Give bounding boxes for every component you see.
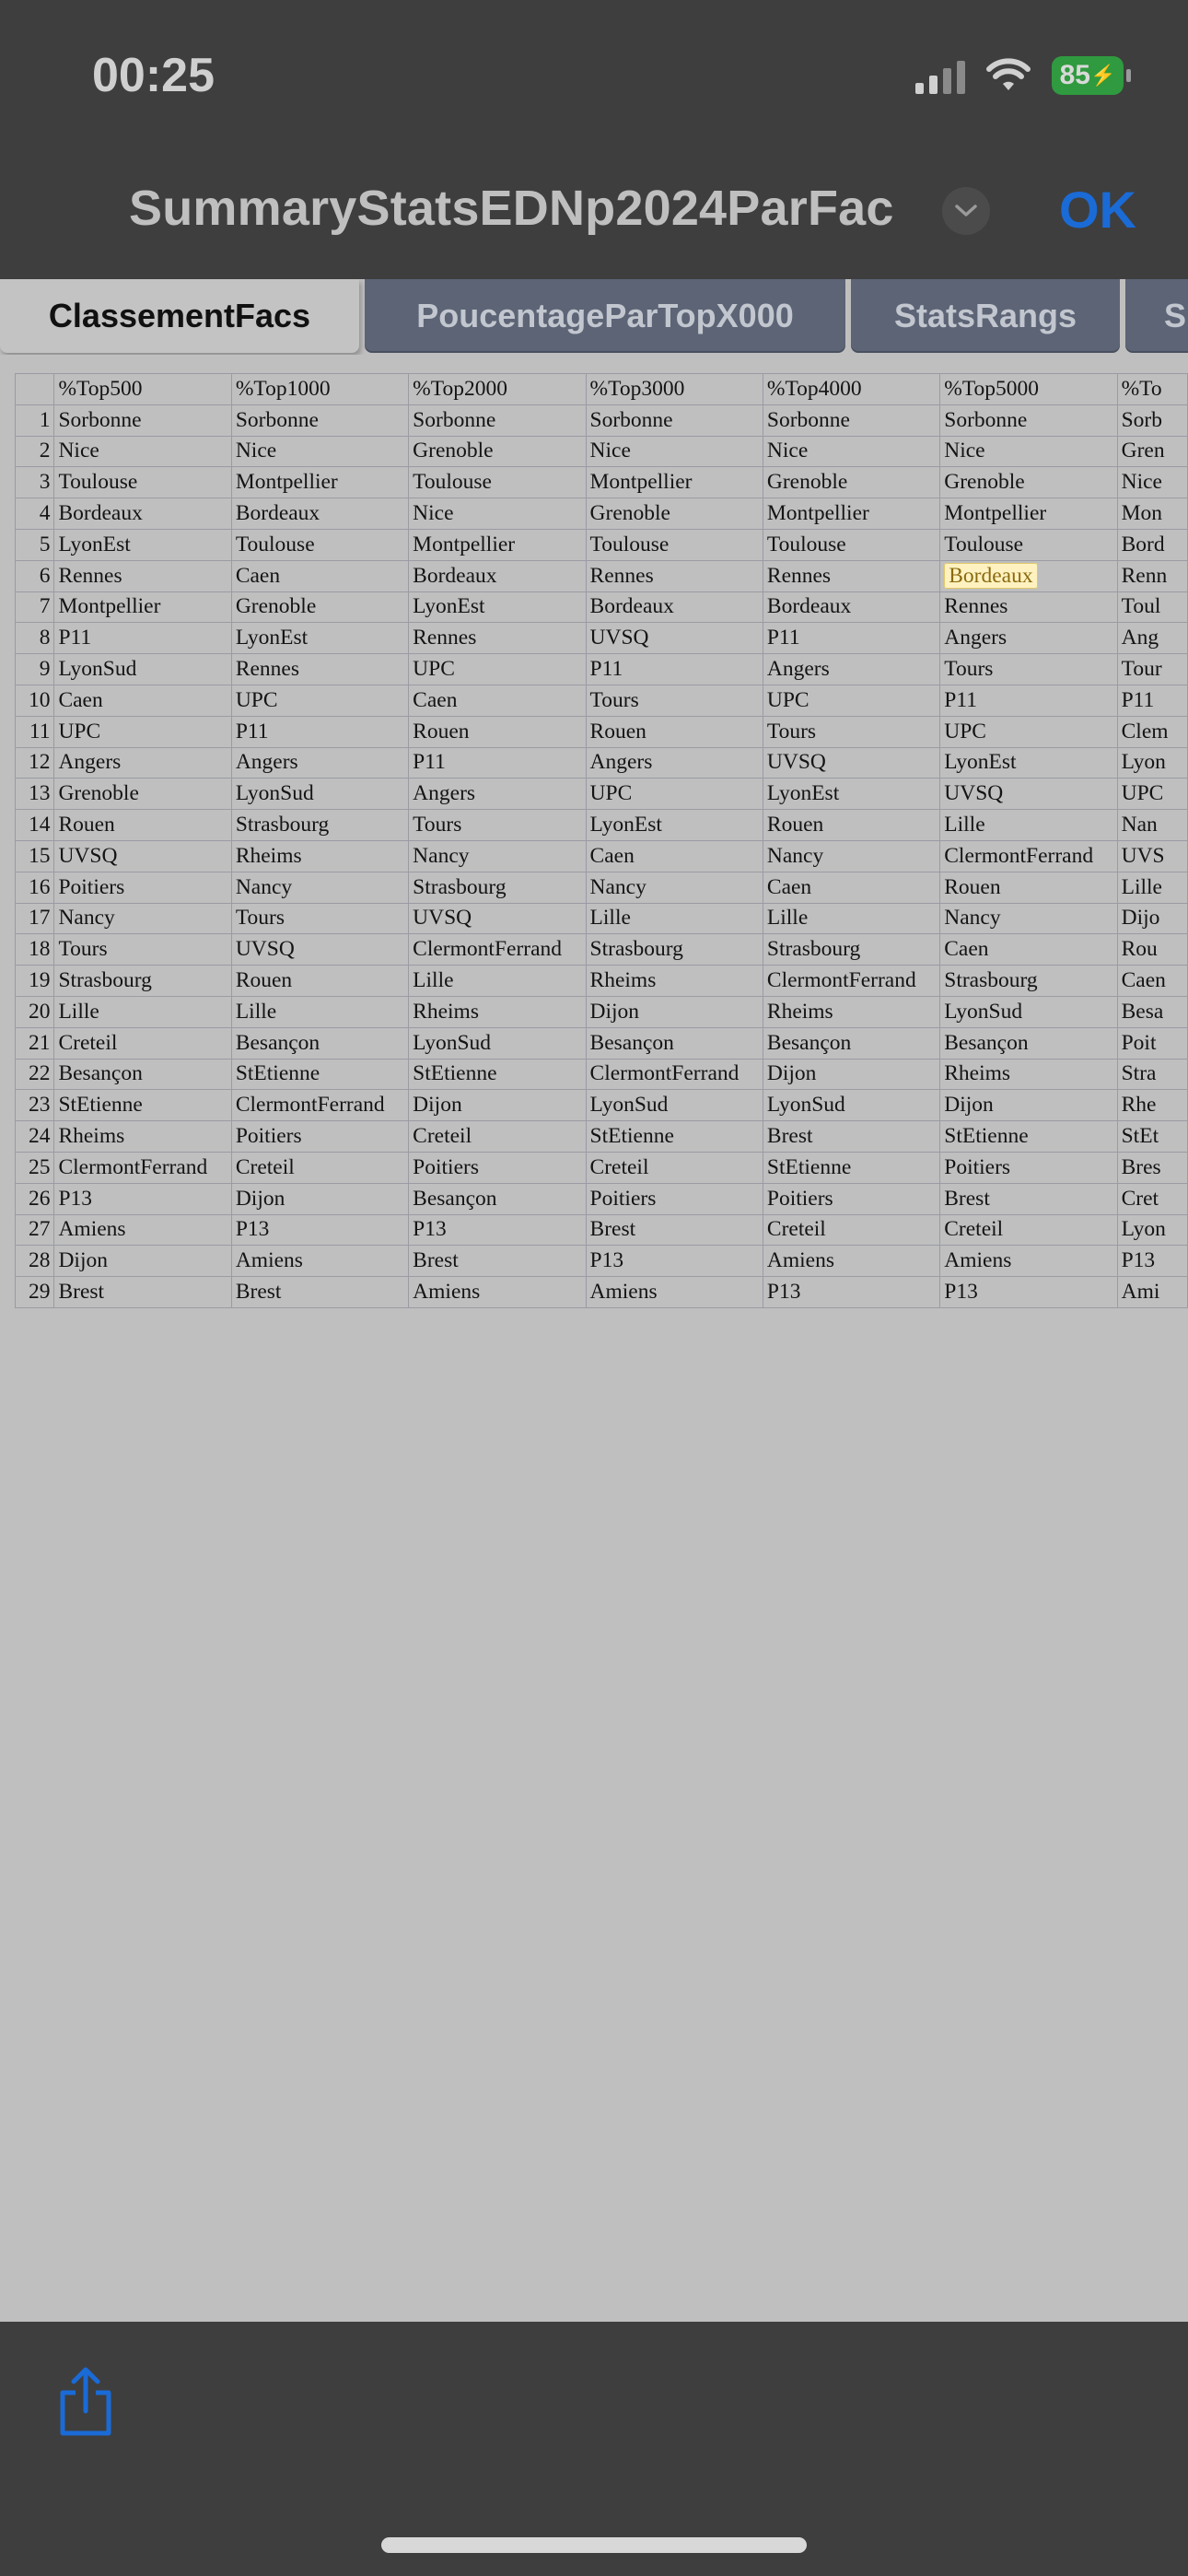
table-cell[interactable]: Rennes bbox=[231, 654, 408, 685]
table-cell[interactable]: Creteil bbox=[231, 1152, 408, 1183]
row-number[interactable]: 5 bbox=[16, 529, 54, 560]
highlighted-cell[interactable] bbox=[940, 560, 1117, 591]
table-cell[interactable]: Creteil bbox=[940, 1214, 1117, 1246]
table-cell[interactable]: Bordeaux bbox=[54, 498, 231, 530]
table-cell[interactable]: P13 bbox=[763, 1277, 939, 1308]
table-row bbox=[16, 404, 1188, 436]
table-cell[interactable]: Poitiers bbox=[409, 1152, 586, 1183]
table-cell[interactable]: Creteil bbox=[54, 1027, 231, 1059]
table-cell[interactable]: P11 bbox=[231, 716, 408, 747]
table-row bbox=[16, 996, 1188, 1027]
table-cell[interactable]: StEtienne bbox=[586, 1121, 763, 1153]
table-cell[interactable]: UPC bbox=[1117, 779, 1187, 810]
table-cell[interactable]: UVS bbox=[1117, 840, 1187, 872]
table-cell[interactable]: Nancy bbox=[940, 903, 1117, 934]
table-cell[interactable]: Montpellier bbox=[763, 498, 939, 530]
table-cell[interactable]: Lyon bbox=[1117, 1214, 1187, 1246]
table-cell[interactable]: Grenoble bbox=[231, 591, 408, 623]
table-cell[interactable]: Poitiers bbox=[586, 1183, 763, 1214]
table-cell[interactable]: Rheims bbox=[763, 996, 939, 1027]
table-cell[interactable]: Tours bbox=[586, 685, 763, 716]
table-cell[interactable]: Strasbourg bbox=[940, 966, 1117, 997]
table-cell[interactable]: Poitiers bbox=[763, 1183, 939, 1214]
row-number[interactable]: 28 bbox=[16, 1246, 54, 1277]
table-cell[interactable]: Rheims bbox=[409, 996, 586, 1027]
table-row bbox=[16, 498, 1188, 530]
table-cell[interactable]: Sorbonne bbox=[54, 404, 231, 436]
table-cell[interactable]: Creteil bbox=[409, 1121, 586, 1153]
home-indicator[interactable] bbox=[381, 2537, 807, 2553]
table-cell[interactable]: ClermontFerrand bbox=[763, 966, 939, 997]
table-cell[interactable]: Amiens bbox=[231, 1246, 408, 1277]
top-bar bbox=[0, 0, 1188, 279]
table-cell[interactable]: Rhe bbox=[1117, 1090, 1187, 1121]
table-row bbox=[16, 810, 1188, 841]
table-cell[interactable]: Grenoble bbox=[409, 436, 586, 467]
table-row bbox=[16, 1121, 1188, 1153]
table-cell[interactable]: P13 bbox=[586, 1246, 763, 1277]
table-cell[interactable]: Besançon bbox=[940, 1027, 1117, 1059]
row-number[interactable]: 17 bbox=[16, 903, 54, 934]
table-cell[interactable]: Nice bbox=[231, 436, 408, 467]
table-cell[interactable]: Poitiers bbox=[54, 872, 231, 903]
table-cell[interactable]: Tours bbox=[231, 903, 408, 934]
table-row bbox=[16, 1214, 1188, 1246]
table-cell[interactable]: Besançon bbox=[409, 1183, 586, 1214]
table-cell[interactable]: Angers bbox=[409, 779, 586, 810]
tab-poucentageparTopx000[interactable]: PoucentageParTopX000 bbox=[365, 279, 845, 353]
table-cell[interactable]: Nice bbox=[1117, 467, 1187, 498]
table-cell[interactable]: Sorb bbox=[1117, 404, 1187, 436]
column-header[interactable]: %Top500 bbox=[54, 374, 231, 405]
table-cell[interactable]: Amiens bbox=[940, 1246, 1117, 1277]
status-time: 00:25 bbox=[92, 49, 215, 102]
table-cell[interactable]: Ang bbox=[1117, 623, 1187, 654]
table-row bbox=[16, 872, 1188, 903]
row-number[interactable]: 12 bbox=[16, 747, 54, 779]
table-cell[interactable]: P11 bbox=[763, 623, 939, 654]
table-cell[interactable]: UPC bbox=[231, 685, 408, 716]
table-row bbox=[16, 591, 1188, 623]
tab-overflow[interactable]: S bbox=[1125, 279, 1188, 353]
battery-level: 85 bbox=[1059, 60, 1090, 90]
table-row bbox=[16, 840, 1188, 872]
table-cell[interactable]: Nice bbox=[940, 436, 1117, 467]
table-cell[interactable]: Creteil bbox=[586, 1152, 763, 1183]
ok-button[interactable]: OK bbox=[1059, 181, 1136, 239]
table-cell[interactable]: Strasbourg bbox=[586, 934, 763, 966]
table-row bbox=[16, 903, 1188, 934]
table-cell[interactable]: UPC bbox=[586, 779, 763, 810]
table-cell[interactable]: LyonSud bbox=[586, 1090, 763, 1121]
table-cell[interactable]: Dijon bbox=[763, 1059, 939, 1090]
row-number[interactable]: 14 bbox=[16, 810, 54, 841]
table-cell[interactable]: Nice bbox=[409, 498, 586, 530]
table-row bbox=[16, 467, 1188, 498]
table-cell[interactable]: Montpellier bbox=[409, 529, 586, 560]
table-cell[interactable]: LyonEst bbox=[763, 779, 939, 810]
table-cell[interactable]: Rheims bbox=[586, 966, 763, 997]
table-row bbox=[16, 623, 1188, 654]
table-cell[interactable]: Rouen bbox=[940, 872, 1117, 903]
table-cell[interactable]: Brest bbox=[763, 1121, 939, 1153]
table-cell[interactable]: Amiens bbox=[763, 1246, 939, 1277]
table-cell[interactable]: Dijon bbox=[940, 1090, 1117, 1121]
table-cell[interactable]: Dijon bbox=[409, 1090, 586, 1121]
row-number[interactable]: 18 bbox=[16, 934, 54, 966]
table-cell[interactable]: Lille bbox=[1117, 872, 1187, 903]
row-number[interactable]: 26 bbox=[16, 1183, 54, 1214]
table-cell[interactable]: Toulouse bbox=[940, 529, 1117, 560]
row-number[interactable]: 20 bbox=[16, 996, 54, 1027]
table-cell[interactable]: Lille bbox=[54, 996, 231, 1027]
row-number[interactable]: 13 bbox=[16, 779, 54, 810]
table-cell[interactable]: P13 bbox=[1117, 1246, 1187, 1277]
table-cell[interactable]: Poit bbox=[1117, 1027, 1187, 1059]
table-cell[interactable]: LyonEst bbox=[586, 810, 763, 841]
row-number[interactable]: 24 bbox=[16, 1121, 54, 1153]
table-cell[interactable]: Amiens bbox=[409, 1277, 586, 1308]
table-row bbox=[16, 685, 1188, 716]
table-cell[interactable]: Stra bbox=[1117, 1059, 1187, 1090]
table-cell[interactable]: Brest bbox=[231, 1277, 408, 1308]
column-header[interactable]: %Top1000 bbox=[231, 374, 408, 405]
table-cell[interactable]: Brest bbox=[940, 1183, 1117, 1214]
share-icon[interactable] bbox=[53, 2365, 118, 2439]
table-cell[interactable]: Nice bbox=[54, 436, 231, 467]
table-cell[interactable]: StEtienne bbox=[409, 1059, 586, 1090]
table-cell[interactable]: UPC bbox=[763, 685, 939, 716]
row-number[interactable]: 25 bbox=[16, 1152, 54, 1183]
table-cell[interactable]: Rheims bbox=[54, 1121, 231, 1153]
column-header[interactable]: %To bbox=[1117, 374, 1187, 405]
tab-statsrangs[interactable]: StatsRangs bbox=[851, 279, 1120, 353]
table-cell[interactable]: Angers bbox=[940, 623, 1117, 654]
column-header[interactable]: %Top3000 bbox=[586, 374, 763, 405]
page-title[interactable]: SummaryStatsEDNp2024ParFac bbox=[129, 181, 894, 236]
table-cell[interactable]: UVSQ bbox=[54, 840, 231, 872]
table-cell[interactable]: P11 bbox=[409, 747, 586, 779]
table-cell[interactable]: ClermontFerrand bbox=[940, 840, 1117, 872]
table-cell[interactable]: Angers bbox=[231, 747, 408, 779]
column-header[interactable]: %Top2000 bbox=[409, 374, 586, 405]
table-cell[interactable]: Lille bbox=[763, 903, 939, 934]
table-row bbox=[16, 560, 1188, 591]
table-cell[interactable]: Nice bbox=[586, 436, 763, 467]
table-cell[interactable]: Besançon bbox=[763, 1027, 939, 1059]
table-cell[interactable]: Sorbonne bbox=[231, 404, 408, 436]
row-number[interactable]: 1 bbox=[16, 404, 54, 436]
table-cell[interactable]: ClermontFerrand bbox=[54, 1152, 231, 1183]
row-number[interactable]: 3 bbox=[16, 467, 54, 498]
battery-icon: 85 ⚡ bbox=[1052, 56, 1124, 95]
table-cell[interactable]: Rennes bbox=[54, 560, 231, 591]
table-cell[interactable]: UPC bbox=[940, 716, 1117, 747]
table-row bbox=[16, 1059, 1188, 1090]
row-number[interactable]: 9 bbox=[16, 654, 54, 685]
table-row bbox=[16, 1277, 1188, 1308]
table-cell[interactable]: Besançon bbox=[586, 1027, 763, 1059]
table-cell[interactable]: Rou bbox=[1117, 934, 1187, 966]
table-cell[interactable]: Angers bbox=[586, 747, 763, 779]
table-cell[interactable]: LyonSud bbox=[54, 654, 231, 685]
table-cell[interactable]: Toulouse bbox=[54, 467, 231, 498]
table-cell[interactable]: Caen bbox=[940, 934, 1117, 966]
table-cell[interactable]: Tours bbox=[940, 654, 1117, 685]
table-cell[interactable]: P13 bbox=[409, 1214, 586, 1246]
table-cell[interactable]: ClermontFerrand bbox=[409, 934, 586, 966]
table-cell[interactable]: Montpellier bbox=[940, 498, 1117, 530]
table-cell[interactable]: Caen bbox=[586, 840, 763, 872]
table-cell[interactable]: Strasbourg bbox=[409, 872, 586, 903]
row-number[interactable]: 29 bbox=[16, 1277, 54, 1308]
chevron-down-icon[interactable] bbox=[942, 187, 990, 235]
table-cell[interactable]: Bres bbox=[1117, 1152, 1187, 1183]
table-row bbox=[16, 747, 1188, 779]
table-cell[interactable]: Rennes bbox=[409, 623, 586, 654]
table-cell[interactable]: Dijon bbox=[231, 1183, 408, 1214]
table-cell[interactable]: ClermontFerrand bbox=[231, 1090, 408, 1121]
table-cell[interactable]: LyonEst bbox=[940, 747, 1117, 779]
table-cell[interactable]: LyonSud bbox=[409, 1027, 586, 1059]
table-cell[interactable]: Poitiers bbox=[940, 1152, 1117, 1183]
table-cell[interactable]: Bord bbox=[1117, 529, 1187, 560]
table-cell[interactable]: Bordeaux bbox=[586, 591, 763, 623]
table-cell[interactable]: P11 bbox=[1117, 685, 1187, 716]
signal-icon bbox=[915, 57, 965, 94]
table-cell[interactable]: Montpellier bbox=[586, 467, 763, 498]
table-cell[interactable]: UPC bbox=[409, 654, 586, 685]
table-cell[interactable]: Nancy bbox=[586, 872, 763, 903]
table-cell[interactable]: Cret bbox=[1117, 1183, 1187, 1214]
highlighted-cell-text: Bordeaux bbox=[944, 563, 1037, 589]
table-cell[interactable]: Lyon bbox=[1117, 747, 1187, 779]
table-cell[interactable]: Caen bbox=[54, 685, 231, 716]
table-cell[interactable]: ClermontFerrand bbox=[586, 1059, 763, 1090]
table-cell[interactable]: Sorbonne bbox=[586, 404, 763, 436]
row-number[interactable]: 7 bbox=[16, 591, 54, 623]
table-cell[interactable]: P11 bbox=[586, 654, 763, 685]
table-cell[interactable]: Nan bbox=[1117, 810, 1187, 841]
table-cell[interactable]: Rouen bbox=[54, 810, 231, 841]
table-cell[interactable]: P13 bbox=[231, 1214, 408, 1246]
row-number[interactable]: 11 bbox=[16, 716, 54, 747]
table-row bbox=[16, 1090, 1188, 1121]
table-row bbox=[16, 716, 1188, 747]
table-cell[interactable]: LyonSud bbox=[763, 1090, 939, 1121]
status-icons bbox=[915, 55, 1124, 96]
table-cell[interactable]: Lille bbox=[586, 903, 763, 934]
table-cell[interactable]: Rheims bbox=[231, 840, 408, 872]
table-cell[interactable]: Toulouse bbox=[586, 529, 763, 560]
table-cell[interactable]: Dijon bbox=[54, 1246, 231, 1277]
table-cell[interactable]: Angers bbox=[763, 654, 939, 685]
row-number[interactable]: 19 bbox=[16, 966, 54, 997]
table-cell[interactable]: Besançon bbox=[54, 1059, 231, 1090]
table-cell[interactable]: Tours bbox=[763, 716, 939, 747]
table-cell[interactable]: Ami bbox=[1117, 1277, 1187, 1308]
table-cell[interactable]: Besa bbox=[1117, 996, 1187, 1027]
table-row bbox=[16, 654, 1188, 685]
table-cell[interactable]: Besançon bbox=[231, 1027, 408, 1059]
table-cell[interactable]: Montpellier bbox=[54, 591, 231, 623]
column-header[interactable]: %Top4000 bbox=[763, 374, 939, 405]
table-row bbox=[16, 934, 1188, 966]
table-cell[interactable]: P13 bbox=[54, 1183, 231, 1214]
row-number[interactable]: 2 bbox=[16, 436, 54, 467]
table-cell[interactable]: UVSQ bbox=[940, 779, 1117, 810]
table-row bbox=[16, 1027, 1188, 1059]
table-cell[interactable]: Tour bbox=[1117, 654, 1187, 685]
table-cell[interactable]: Nice bbox=[763, 436, 939, 467]
row-number[interactable]: 16 bbox=[16, 872, 54, 903]
table-cell[interactable]: Bordeaux bbox=[763, 591, 939, 623]
table-cell[interactable]: LyonSud bbox=[231, 779, 408, 810]
table-cell[interactable]: Caen bbox=[763, 872, 939, 903]
table-cell[interactable]: StEt bbox=[1117, 1121, 1187, 1153]
table-cell[interactable]: P11 bbox=[940, 685, 1117, 716]
table-row bbox=[16, 966, 1188, 997]
table-cell[interactable]: UVSQ bbox=[409, 903, 586, 934]
tab-classementfacs[interactable]: ClassementFacs bbox=[0, 279, 359, 353]
row-number[interactable]: 6 bbox=[16, 560, 54, 591]
table-cell[interactable]: Rouen bbox=[586, 716, 763, 747]
table-cell[interactable]: Grenoble bbox=[54, 779, 231, 810]
table-cell[interactable]: Rennes bbox=[940, 591, 1117, 623]
table-cell[interactable]: Dijo bbox=[1117, 903, 1187, 934]
table-cell[interactable]: Caen bbox=[1117, 966, 1187, 997]
table-cell[interactable]: Nancy bbox=[763, 840, 939, 872]
table-cell[interactable]: Rouen bbox=[231, 966, 408, 997]
row-number[interactable]: 21 bbox=[16, 1027, 54, 1059]
row-number[interactable]: 27 bbox=[16, 1214, 54, 1246]
table-cell[interactable]: LyonEst bbox=[231, 623, 408, 654]
table-cell[interactable]: Toul bbox=[1117, 591, 1187, 623]
table-cell[interactable]: Toulouse bbox=[409, 467, 586, 498]
table-cell[interactable]: Montpellier bbox=[231, 467, 408, 498]
header-row bbox=[16, 374, 1188, 405]
table-row bbox=[16, 779, 1188, 810]
table-cell[interactable]: Strasbourg bbox=[231, 810, 408, 841]
row-number[interactable]: 4 bbox=[16, 498, 54, 530]
table-cell[interactable]: Toulouse bbox=[763, 529, 939, 560]
table-cell[interactable]: Bordeaux bbox=[231, 498, 408, 530]
table-cell[interactable]: Caen bbox=[231, 560, 408, 591]
table-cell[interactable]: Rouen bbox=[763, 810, 939, 841]
table-cell[interactable]: Brest bbox=[54, 1277, 231, 1308]
table-cell[interactable]: Poitiers bbox=[231, 1121, 408, 1153]
table-cell[interactable]: Lille bbox=[231, 996, 408, 1027]
table-cell[interactable]: UVSQ bbox=[586, 623, 763, 654]
table-cell[interactable]: Mon bbox=[1117, 498, 1187, 530]
table-cell[interactable]: StEtienne bbox=[763, 1152, 939, 1183]
table-cell[interactable]: LyonEst bbox=[54, 529, 231, 560]
table-cell[interactable]: StEtienne bbox=[231, 1059, 408, 1090]
table-row bbox=[16, 1152, 1188, 1183]
spreadsheet[interactable] bbox=[15, 373, 1188, 1313]
sheet-tabs bbox=[0, 279, 1188, 355]
table-cell[interactable]: Toulouse bbox=[231, 529, 408, 560]
table-cell[interactable]: Grenoble bbox=[586, 498, 763, 530]
table-cell[interactable]: Bordeaux bbox=[409, 560, 586, 591]
table-cell[interactable]: P13 bbox=[940, 1277, 1117, 1308]
data-table bbox=[15, 373, 1188, 1308]
table-cell[interactable]: StEtienne bbox=[940, 1121, 1117, 1153]
table-cell[interactable]: Caen bbox=[409, 685, 586, 716]
table-cell[interactable]: LyonEst bbox=[409, 591, 586, 623]
table-cell[interactable]: Tours bbox=[54, 934, 231, 966]
wifi-icon bbox=[985, 57, 1031, 94]
table-cell[interactable]: Strasbourg bbox=[54, 966, 231, 997]
column-header[interactable]: %Top5000 bbox=[940, 374, 1117, 405]
table-cell[interactable]: Lille bbox=[409, 966, 586, 997]
table-cell[interactable]: Nancy bbox=[54, 903, 231, 934]
table-cell[interactable]: Sorbonne bbox=[409, 404, 586, 436]
table-cell[interactable]: Rheims bbox=[940, 1059, 1117, 1090]
table-cell[interactable]: Angers bbox=[54, 747, 231, 779]
table-cell[interactable]: P11 bbox=[54, 623, 231, 654]
table-cell[interactable]: UVSQ bbox=[231, 934, 408, 966]
table-cell[interactable]: UVSQ bbox=[763, 747, 939, 779]
table-cell[interactable]: Amiens bbox=[54, 1214, 231, 1246]
table-row bbox=[16, 529, 1188, 560]
table-cell[interactable]: StEtienne bbox=[54, 1090, 231, 1121]
table-cell[interactable]: Rennes bbox=[763, 560, 939, 591]
table-cell[interactable]: Gren bbox=[1117, 436, 1187, 467]
table-cell[interactable]: Tours bbox=[409, 810, 586, 841]
table-cell[interactable]: Grenoble bbox=[940, 467, 1117, 498]
table-cell[interactable]: Nancy bbox=[231, 872, 408, 903]
row-number[interactable]: 15 bbox=[16, 840, 54, 872]
table-cell[interactable]: UPC bbox=[54, 716, 231, 747]
table-cell[interactable]: Strasbourg bbox=[763, 934, 939, 966]
table-cell[interactable]: LyonSud bbox=[940, 996, 1117, 1027]
row-number[interactable]: 8 bbox=[16, 623, 54, 654]
table-cell[interactable]: Amiens bbox=[586, 1277, 763, 1308]
table-cell[interactable]: Rouen bbox=[409, 716, 586, 747]
table-cell[interactable]: Clem bbox=[1117, 716, 1187, 747]
table-cell[interactable]: Grenoble bbox=[763, 467, 939, 498]
row-number[interactable]: 10 bbox=[16, 685, 54, 716]
table-row bbox=[16, 1183, 1188, 1214]
table-cell[interactable]: Lille bbox=[940, 810, 1117, 841]
corner-cell bbox=[16, 374, 54, 405]
table-cell[interactable]: Sorbonne bbox=[763, 404, 939, 436]
table-cell[interactable]: Dijon bbox=[586, 996, 763, 1027]
row-number[interactable]: 23 bbox=[16, 1090, 54, 1121]
table-cell[interactable]: Renn bbox=[1117, 560, 1187, 591]
table-cell[interactable]: Brest bbox=[409, 1246, 586, 1277]
table-cell[interactable]: Nancy bbox=[409, 840, 586, 872]
table-cell[interactable]: Creteil bbox=[763, 1214, 939, 1246]
row-number[interactable]: 22 bbox=[16, 1059, 54, 1090]
table-cell[interactable]: Rennes bbox=[586, 560, 763, 591]
table-row bbox=[16, 1246, 1188, 1277]
table-row bbox=[16, 436, 1188, 467]
table-cell[interactable]: Sorbonne bbox=[940, 404, 1117, 436]
table-cell[interactable]: Brest bbox=[586, 1214, 763, 1246]
